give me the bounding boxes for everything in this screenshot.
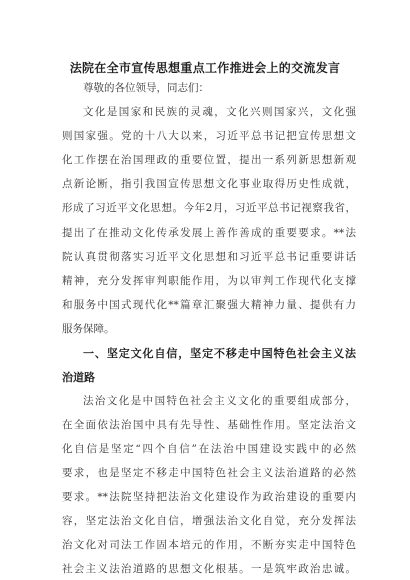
paragraph-1-line-6: 提出了在推动文化传承发展上善作善成的重要要求。**法 [62,227,356,239]
paragraph-1-line-5: 形成了习近平文化思想。今年2月，习近平总书记视察我省， [62,202,356,214]
paragraph-2-line-5: 要求。**法院坚持把法治文化建设作为政治建设的重要内 [62,491,356,503]
paragraph-2-line-7: 治文化对司法工作固本培元的作用，不断夯实走中国特色 [62,539,356,551]
salutation: 尊敬的各位领导，同志们： [83,82,209,94]
paragraph-1-line-3: 化工作摆在治国理政的重要位置，提出一系列新思想新观 [62,154,356,166]
paragraph-1-line-9: 和服务中国式现代化**篇章汇聚强大精神力量、提供有力 [62,299,356,311]
paragraph-1-line-4: 点新论断，指引我国宣传思想文化事业取得历史性成就， [62,178,356,190]
paragraph-1-line-10: 服务保障。 [62,323,115,335]
paragraph-1-line-8: 精神，充分发挥审判职能作用，为以审判工作现代化支撑 [62,275,356,287]
document-title: 法院在全市宣传思想重点工作推进会上的交流发言 [69,61,341,75]
paragraph-2-line-6: 容，坚定法治文化自信，增强法治文化自觉，充分发挥法 [62,515,356,527]
paragraph-2-line-4: 要求，也是坚定不移走中国特色社会主义法治道路的必然 [62,467,356,479]
paragraph-1-line-2: 则国家强。党的十八大以来，习近平总书记把宣传思想文 [62,130,356,142]
paragraph-2-line-1: 法治文化是中国特色社会主义文化的重要组成部分， [83,395,356,407]
paragraph-2-line-3: 化自信是坚定“四个自信”在法治中国建设实践中的必然 [62,443,356,455]
paragraph-2-line-2: 在全面依法治国中具有先导性、基础性作用。坚定法治文 [62,419,356,431]
paragraph-2-line-8: 社会主义法治道路的思想文化根基。一是筑牢政治忠诚。 [62,563,356,575]
section-1-heading-line-1: 一、坚定文化自信，坚定不移走中国特色社会主义法 [83,347,356,360]
paragraph-1-line-1: 文化是国家和民族的灵魂，文化兴则国家兴，文化强 [83,106,356,118]
section-1-heading-line-2: 治道路 [62,371,95,384]
paragraph-1-line-7: 院认真贯彻落实习近平文化思想和习近平总书记重要讲话 [62,251,356,263]
